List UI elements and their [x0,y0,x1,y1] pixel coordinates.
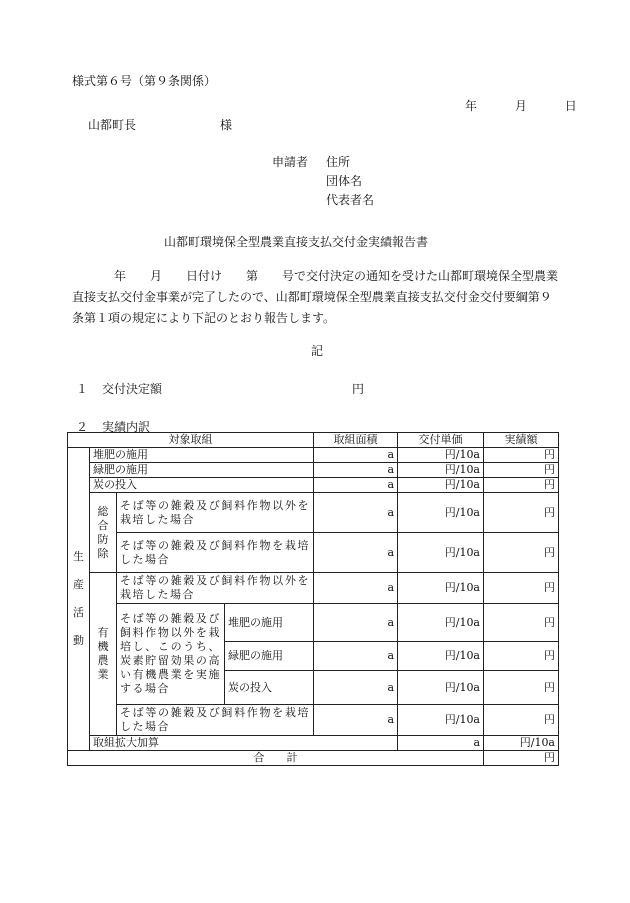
area-cell: a [398,736,484,751]
total-label: 合 計 [68,751,484,766]
amount-cell: 円 [484,533,559,573]
date-day: 日 [564,99,577,113]
amount-cell: 円 [484,448,559,463]
table-row [68,493,559,533]
amount-cell: 円 [484,493,559,533]
area-cell: a [314,463,398,478]
price-cell: 円/10a [398,533,484,573]
amount-cell: 円 [484,671,559,705]
price-cell: 円/10a [398,478,484,493]
body-text: 年 月 日付け 第 号で交付決定の通知を受けた山都町環境保全型農業直接支払交付金事業が完了したので、山都町環境保全型農業直接支払交付金交付要綱第９条第１項の規定により下記のとおり報告します。 [72,269,559,325]
date-year: 年 [465,99,478,113]
total-amount: 円 [484,751,559,766]
integrated-pest-label: 総 合 防 除 [90,493,117,573]
price-cell: 円/10a [398,573,484,604]
area-cell: a [314,642,398,671]
item1-label: 交付決定額 [102,382,163,396]
amount-cell: 円 [484,705,559,736]
table-row [68,705,559,736]
row-label: そば等の雑穀及び飼料作物を栽培した場合 [117,705,314,736]
production-activity-label: 生 産 活 動 [68,448,90,751]
amount-cell: 円 [484,463,559,478]
addressee [88,116,232,133]
row-label: 堆肥の施用 [90,448,314,463]
area-cell: a [314,533,398,573]
table-row [68,448,559,463]
body-paragraph [72,266,560,329]
amount-cell: 円 [484,604,559,642]
price-cell: 円/10a [398,448,484,463]
table-row [68,533,559,573]
row-label: そば等の雑穀及び飼料作物を栽培した場合 [117,533,314,573]
area-cell: a [314,448,398,463]
price-cell: 円/10a [398,604,484,642]
price-cell: 円/10a [398,671,484,705]
table-row [68,736,559,751]
row-label: 炭の投入 [225,671,314,705]
item2-label: 実績内訳 [102,420,151,434]
row-label: 緑肥の施用 [225,642,314,671]
item2-number: ２ [76,420,89,434]
header-target: 対象取組 [68,433,314,448]
table-header-row [68,433,559,448]
table-row [68,463,559,478]
applicant-label: 申請者 [272,155,309,169]
price-cell: 円/10a [398,642,484,671]
honorific: 様 [220,118,233,132]
row-label: 緑肥の施用 [90,463,314,478]
amount-cell: 円 [484,642,559,671]
amount-cell: 円 [484,573,559,604]
table-row [68,573,559,604]
table-row [68,478,559,493]
ki-heading: 記 [311,344,324,358]
carbon-storage-label: そば等の雑穀及び飼料作物以外を栽培し、このうち、炭素貯留効果の高い有機農業を実施する場合 [117,604,225,705]
organic-farming-label: 有 機 農 業 [90,573,117,736]
header-unit-price: 交付単価 [398,433,484,448]
results-table [67,432,559,766]
date-month: 月 [514,99,527,113]
area-cell: a [314,604,398,642]
price-cell: 円/10a [398,493,484,533]
applicant-representative-label: 代表者名 [326,193,375,207]
item1-number: １ [76,382,89,396]
amount-cell: 円 [484,478,559,493]
applicant-address-label: 住所 [326,155,351,169]
area-cell: a [314,573,398,604]
row-label: そば等の雑穀及び飼料作物以外を栽培した場合 [117,493,314,533]
price-cell: 円/10a [398,705,484,736]
addressee-name: 山都町長 [88,118,137,132]
item-grant-amount [76,380,365,397]
area-cell: a [314,671,398,705]
date-line [465,97,577,114]
applicant-group-label: 団体名 [326,174,363,188]
price-cell: 円/10a [484,736,559,751]
header-area: 取組面積 [314,433,398,448]
applicant-block [272,153,374,210]
total-row [68,751,559,766]
header-amount: 実績額 [484,433,559,448]
row-label: 炭の投入 [90,478,314,493]
area-cell: a [314,493,398,533]
table-row [68,604,559,642]
area-cell: a [314,478,398,493]
row-label: そば等の雑穀及び飼料作物以外を栽培した場合 [117,573,314,604]
document-title: 山都町環境保全型農業直接支払交付金実績報告書 [164,235,429,249]
expansion-bonus-label: 取組拡大加算 [90,736,398,751]
price-cell: 円/10a [398,463,484,478]
area-cell: a [314,705,398,736]
form-number: 様式第６号（第９条関係） [72,74,217,88]
row-label: 堆肥の施用 [225,604,314,642]
item1-yen: 円 [352,382,365,396]
